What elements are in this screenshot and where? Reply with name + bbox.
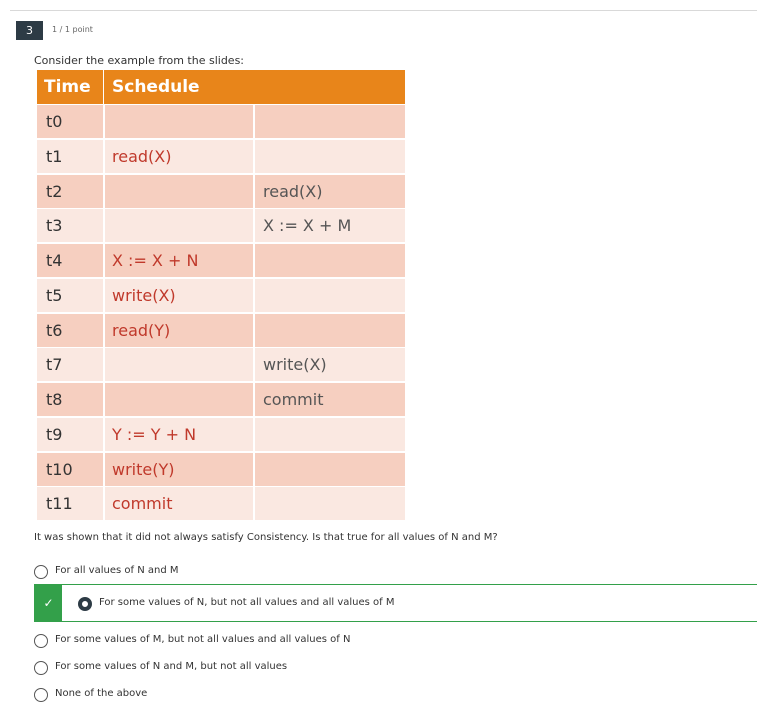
option-label: For some values of N and M, but not all values [55,661,288,672]
column-divider [253,278,255,312]
checkmark-icon: ✓ [35,585,62,621]
column-divider [103,382,105,416]
column-divider [103,452,105,486]
schedule-row [37,243,405,277]
column-divider [103,104,105,138]
radio-option-2[interactable] [34,634,48,648]
cell-transaction-2: read(X) [263,181,323,201]
column-divider [253,417,255,451]
cell-time: t5 [46,285,63,305]
cell-transaction-1: read(Y) [112,320,171,340]
row-divider [37,243,405,244]
cell-time: t3 [46,216,63,236]
cell-transaction-1: commit [112,494,173,514]
header-schedule: Schedule [112,77,200,97]
cell-time: t4 [46,251,63,270]
column-divider [103,243,105,277]
schedule-row [37,174,405,208]
column-divider [253,174,255,208]
cell-transaction-1: Y := Y + N [112,424,197,444]
option-label: For some values of N, but not all values and all values of M [99,597,395,608]
schedule-row [37,486,405,520]
row-divider [37,382,405,383]
cell-transaction-2: X := X + M [263,216,352,236]
row-divider [37,347,405,348]
schedule-row [37,417,405,451]
question-text: It was shown that it did not always satisfy Consistency. Is that true for all values of N and M? [34,532,498,543]
column-divider [253,452,255,486]
row-divider [37,486,405,487]
row-divider [37,417,405,418]
schedule-row [37,278,405,312]
row-divider [37,104,405,105]
row-divider [37,313,405,314]
question-prompt: Consider the example from the slides: [34,54,245,67]
schedule-row [37,452,405,486]
cell-transaction-2: commit [263,390,324,409]
column-divider [253,243,255,277]
points-label: 1 / 1 point [52,25,93,34]
cell-transaction-1: write(Y) [112,459,175,479]
cell-transaction-1: write(X) [112,285,176,305]
column-divider [103,208,105,242]
header-divider [103,70,104,104]
schedule-row [37,208,405,242]
schedule-row [37,104,405,138]
cell-transaction-2: write(X) [263,355,327,375]
schedule-header [37,70,405,104]
cell-time: t10 [46,459,73,479]
row-divider [37,278,405,279]
column-divider [253,382,255,416]
cell-transaction-1: X := X + N [112,251,199,270]
option-label: None of the above [55,688,148,699]
column-divider [253,313,255,347]
option-label: For all values of N and M [55,565,179,576]
column-divider [103,278,105,312]
row-divider [37,452,405,453]
column-divider [103,417,105,451]
column-divider [253,486,255,520]
column-divider [253,347,255,381]
schedule-row [37,313,405,347]
column-divider [103,347,105,381]
schedule-row [37,347,405,381]
cell-time: t7 [46,355,63,375]
schedule-row [37,382,405,416]
cell-transaction-1: read(X) [112,146,172,166]
cell-time: t1 [46,146,63,166]
schedule-table [37,70,405,521]
cell-time: t2 [46,181,63,201]
option-label: For some values of M, but not all values and all values of N [55,634,351,645]
radio-option-0[interactable] [34,565,48,579]
radio-option-4[interactable] [34,688,48,702]
cell-time: t6 [46,320,63,340]
cell-time: t9 [46,424,63,444]
column-divider [253,104,255,138]
column-divider [103,313,105,347]
radio-option-1[interactable] [78,597,92,611]
column-divider [103,174,105,208]
column-divider [253,208,255,242]
row-divider [37,208,405,209]
row-divider [37,174,405,175]
cell-time: t0 [46,112,63,131]
column-divider [103,486,105,520]
column-divider [253,139,255,173]
row-divider [37,139,405,140]
schedule-row [37,139,405,173]
cell-time: t8 [46,390,63,409]
cell-time: t11 [46,494,73,514]
radio-option-3[interactable] [34,661,48,675]
header-time: Time [44,77,91,97]
column-divider [103,139,105,173]
correct-answer-row [34,584,757,622]
top-divider [10,10,757,11]
question-number-badge: 3 [16,21,43,40]
